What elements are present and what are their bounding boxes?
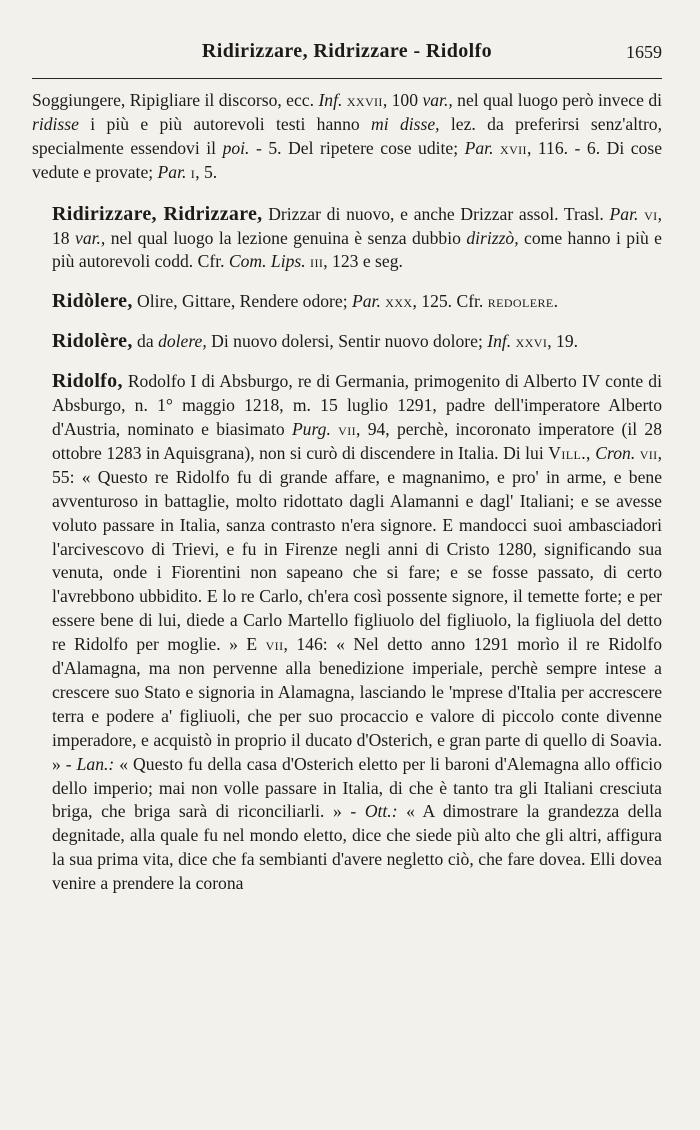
text: , 125. Cfr. (412, 291, 488, 312)
work-reference: Inf. (487, 331, 512, 352)
text: « Questo fu della casa d'Osterich eletto per li baroni d'Alemagna allo officio dello imperio; mai non volle passare in Italia, di che è tanto tra gli Italiani cresciuta briga, che briga sarà di riconciliarli. » - (52, 753, 662, 822)
canto-number: xxvi (515, 331, 548, 352)
canto-number: xxvii (346, 90, 383, 110)
running-head (32, 36, 662, 79)
cited-word: ridisse (32, 113, 79, 134)
text: da (132, 331, 159, 352)
headword: Ridòlere, (52, 290, 133, 313)
cross-reference: redolere. (487, 291, 559, 312)
work-reference: Par. (157, 161, 187, 182)
text: Olire, Gittare, Rendere odore; (132, 291, 353, 312)
entry-ridolere-1 (32, 290, 662, 314)
volume-number: iii (310, 251, 324, 272)
work-reference: Com. Lips. (228, 251, 306, 272)
dictionary-page (0, 36, 700, 1130)
text: , 123 e seg. (323, 251, 403, 272)
author-abbreviation: Vill., (548, 442, 591, 463)
work-reference: Lan.: (76, 753, 115, 774)
work-reference: Ott.: (364, 801, 398, 822)
entries (32, 89, 662, 896)
text: , 18 (52, 203, 662, 248)
work-reference: Inf. (318, 90, 343, 110)
entry-ridirizzare (32, 203, 662, 275)
headword: Ridolfo, (52, 370, 123, 393)
work-reference: Par. (352, 291, 381, 312)
work-reference: Par. (464, 137, 494, 158)
text: Drizzar di nuovo, e anche Drizzar assol. Trasl. (262, 203, 610, 224)
work-reference: Cron. (595, 442, 636, 463)
page-number: 1659 (626, 42, 662, 62)
text: Di nuovo dolersi, Sentir nuovo dolore; (206, 331, 488, 352)
entry-ridolere-2 (32, 330, 662, 354)
text: Soggiungere, Ripigliare il discorso, ecc. (32, 90, 319, 110)
text: , 19. (547, 331, 579, 352)
canto-number: xvii (500, 137, 527, 158)
text: « A dimostrare la grandezza della degnitade, alla quale fu nel mondo eletto, dice che siede più alto che gli altri, affigura la sua prima vita, dice che fa sembianti d'avere negletto ciò, che fare dovea. Elli dovea venire a prendere la corona (52, 801, 662, 894)
book-number: vii (265, 634, 284, 655)
entry-ridolfo (32, 370, 662, 896)
work-reference: Purg. (291, 418, 331, 439)
text: , 100 (382, 90, 423, 110)
text: , 116. - 6. Di cose vedute e provate; (32, 137, 663, 182)
canto-number: i (190, 161, 196, 182)
text: nel qual luogo la lezione genuina è senza dubbio (105, 227, 467, 248)
variant-label: var., (422, 90, 453, 110)
entry-continuation (32, 89, 662, 185)
work-reference: Par. (609, 203, 639, 224)
running-head-title: Ridirizzare, Ridrizzare - Ridolfo (201, 40, 493, 62)
cited-word: dolere, (158, 331, 207, 352)
headword: Ridirizzare, Ridrizzare, (52, 202, 263, 225)
variant-label: var., (75, 227, 106, 248)
text: i più e più autorevoli testi hanno (78, 113, 372, 134)
text: , 5. (195, 161, 218, 182)
cited-word: dirizzò, (466, 227, 519, 248)
canto-number: vi (644, 203, 658, 224)
text: , 94, perchè, incoronato imperatore (il 28 ottobre 1283 in Aquisgrana), non si curò di discendere in Italia. Di lui (52, 418, 662, 463)
book-number: vii (639, 442, 658, 463)
text: Rodolfo I di Absburgo, re di Germania, primogenito di Alberto IV conte di Absburgo, n. 1° maggio 1218, m. 15 luglio 1291, padre dell'imperatore Alberto d'Austria, nominato e biasimato (52, 371, 662, 439)
text: nel qual luogo però invece di (452, 90, 662, 110)
text: lez. da preferirsi senz'altro, specialmente essendovi il (32, 113, 663, 158)
text: come hanno i più e più autorevoli codd. Cfr. (52, 227, 662, 272)
headword: Ridolère, (52, 330, 133, 353)
text: , 146: « Nel detto anno 1291 morìo il re Ridolfo d'Alamagna, ma non pervenne alla benedizione imperiale, perchè sempre intese a crescere suo Stato e signoria in Alamagna, lasciando le 'mprese d'Italia per accrescere terra e podere a' figliuoli, che per suo procaccio e valore di piccolo conte divenne imperadore, e acquistò in proprio il ducato d'Osterich, e gran parte di quello di Soavia. » - (52, 634, 662, 774)
canto-number: vii (338, 418, 357, 439)
text: , 55: « Questo re Ridolfo fu di grande affare, e magnanimo, e pro' in arme, e bene avventuroso in battaglie, molto ridottato dagli Alamanni e dagl' Italiani; e se avesse voluto passare in Italia, sanza contrasto n'era signore. E mandocci suoi ambasciadori l'arcivescovo di Trievi, e fu in Firenze negli anni di Cristo 1280, significando sua venuta, onde i Fiorentini non sapeano che si fare; e se fosse passato, di certo l'avrebbono ubbidito. E lo re Carlo, ch'era così possente signore, il temette forte; e per essere bene di lui, diede a Carlo Martello figliuolo del figliuolo, la figliuola del detto re Ridolfo per moglie. » E (52, 442, 662, 655)
cited-word: poi. (222, 137, 250, 158)
cited-word: mi disse, (371, 113, 440, 134)
canto-number: xxx (385, 291, 413, 312)
text: - 5. Del ripetere cose udite; (249, 137, 465, 158)
